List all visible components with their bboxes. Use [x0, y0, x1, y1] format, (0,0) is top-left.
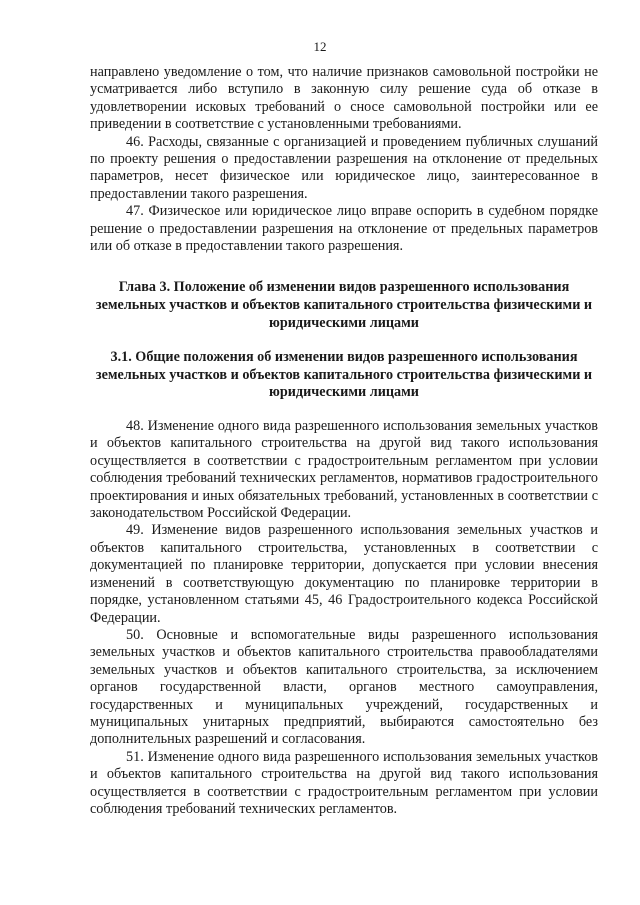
paragraph-51: 51. Изменение одного вида разрешенного использования земельных участков и объектов капитального строительства на другой вид такого использования осуществляется в соответствии с градостроительным регламентом при условии соблюдения требований технических регламентов.	[90, 748, 598, 817]
paragraph-46: 46. Расходы, связанные с организацией и проведением публичных слушаний по проекту решения о предоставлении разрешения на отклонение от предельных параметров, несет физическое или юридическое лицо, заинтересованное в предоставлении такого разрешения.	[90, 133, 598, 202]
page-body	[90, 64, 598, 818]
paragraph-50: 50. Основные и вспомогательные виды разрешенного использования земельных участков и объектов капитального строительства правообладателями земельных участков и объектов капитального строительства, за исключением органов государственной власти, органов местного самоуправления, государственных и муниципальных учреждений, государственных и муниципальных унитарных предприятий, выбираются самостоятельно без дополнительных разрешений и согласования.	[90, 626, 598, 748]
paragraph-49: 49. Изменение видов разрешенного использования земельных участков и объектов капитального строительства, установленных в соответствии с документацией по планировке территории, допускается при условии внесения изменений в соответствующую документацию по планировке территории в порядке, установленном статьями 45, 46 Градостроительного кодекса Российской Федерации.	[90, 522, 598, 626]
section-heading: 3.1. Общие положения об изменении видов разрешенного использования земельных участков и объектов капитального строительства физическими и юридическими лицами	[95, 349, 593, 401]
paragraph-continuation: направлено уведомление о том, что наличие признаков самовольной постройки не усматривается либо вступило в законную силу решение суда об отказе в удовлетворении исковых требований о сносе самовольной постройки или ее приведении в соответствие с установленными требованиями.	[90, 64, 598, 133]
chapter-heading: Глава 3. Положение об изменении видов разрешенного использования земельных участков и объектов капитального строительства физическими и юридическими лицами	[95, 279, 593, 331]
paragraph-47: 47. Физическое или юридическое лицо вправе оспорить в судебном порядке решение о предоставлении разрешения на отклонение от предельных параметров или об отказе в предоставлении такого разрешения.	[90, 203, 598, 255]
page-number: 12	[313, 39, 327, 54]
paragraph-48: 48. Изменение одного вида разрешенного использования земельных участков и объектов капитального строительства на другой вид такого использования осуществляется в соответствии с градостроительным регламентом при условии соблюдения требований технических регламентов, нормативов градостроительного проектирования и иных обязательных требований, установленных в соответствии с законодательством Российской Федерации.	[90, 418, 598, 522]
